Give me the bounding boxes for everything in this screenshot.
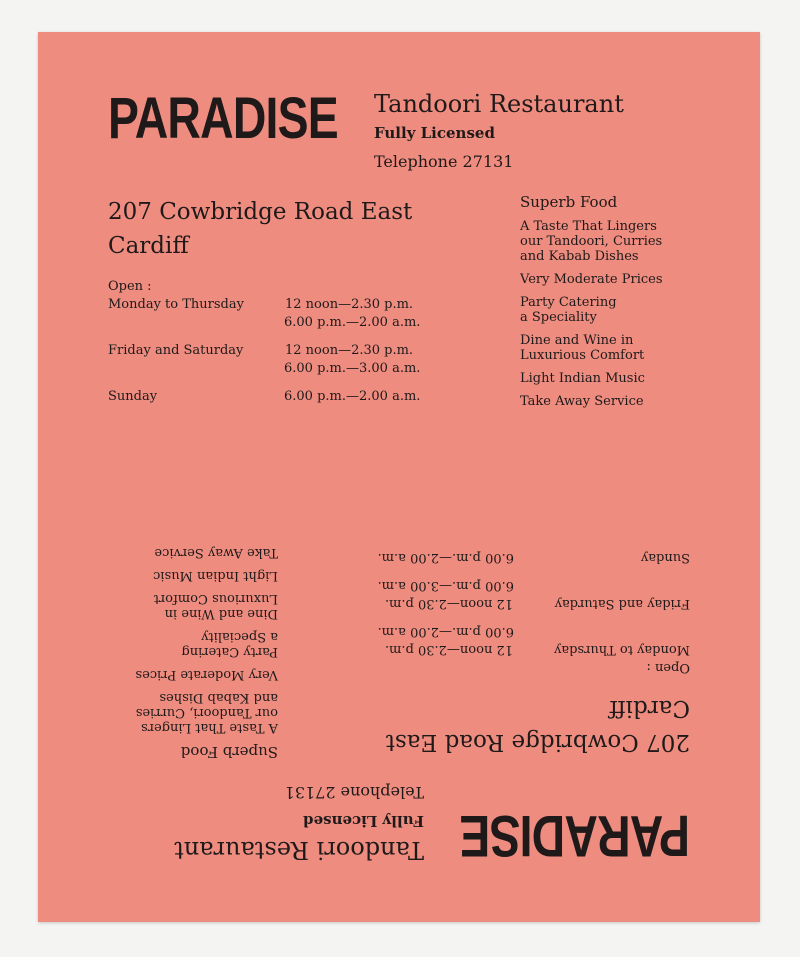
feature-line: and Kabab Dishes [520, 249, 639, 264]
feature-line: Very Moderate Prices [520, 272, 663, 287]
telephone: Telephone 27131 [284, 783, 424, 802]
hours-evening: 6.00 p.m.—2.00 a.m. [284, 315, 421, 330]
features-title: Superb Food [180, 743, 278, 761]
telephone: Telephone 27131 [374, 152, 514, 171]
feature-line: Light Indian Music [520, 371, 645, 386]
feature-line: Very Moderate Prices [135, 667, 278, 682]
feature-line: Luxurious Comfort [520, 348, 645, 363]
feature-item [520, 371, 730, 386]
features-list [68, 537, 278, 761]
feature-line: our Tandoori, Curries [520, 234, 663, 249]
feature-line: a Speciality [201, 629, 278, 644]
address-city: Cardiff [108, 233, 189, 259]
address-city: Cardiff [609, 695, 690, 721]
restaurant-type: Tandoori Restaurant [174, 836, 424, 864]
feature-line: Dine and Wine in [520, 333, 634, 348]
hours-lunch: 12 noon—2.30 p.m. [384, 642, 513, 657]
flyer-card [38, 32, 760, 922]
open-label: Open : [646, 660, 690, 675]
feature-line: Luxurious Comfort [153, 591, 278, 606]
hours-evening: 6.00 p.m.—2.00 a.m. [284, 389, 421, 404]
feature-item [68, 667, 278, 682]
feature-item [68, 690, 278, 735]
feature-item [520, 394, 730, 409]
open-label: Open : [108, 279, 152, 294]
feature-line: A Taste That Lingers [520, 219, 657, 234]
hours-day: Friday and Saturday [554, 596, 690, 611]
feature-line: our Tandoori, Curries [135, 705, 278, 720]
feature-item [520, 295, 730, 325]
feature-line: Light Indian Music [153, 568, 278, 583]
feature-line: Take Away Service [520, 394, 644, 409]
hours-lunch: 12 noon—2.30 p.m. [384, 596, 513, 611]
feature-line: a Speciality [520, 310, 597, 325]
feature-line: Party Catering [520, 295, 617, 310]
hours-day: Monday to Thursday [108, 297, 244, 312]
features-title: Superb Food [520, 193, 618, 211]
flyer-panel-bottom-inverted [38, 477, 760, 922]
restaurant-type: Tandoori Restaurant [374, 90, 624, 118]
feature-item [68, 545, 278, 560]
hours-day: Sunday [108, 389, 158, 404]
feature-line: and Kabab Dishes [159, 690, 278, 705]
flyer-panel-top [38, 32, 760, 477]
hours-evening: 6.00 p.m.—2.00 a.m. [377, 550, 514, 565]
feature-item [68, 629, 278, 659]
feature-item [68, 568, 278, 583]
hours-day: Monday to Thursday [554, 642, 690, 657]
hours-lunch: 12 noon—2.30 p.m. [285, 297, 414, 312]
feature-line: A Taste That Lingers [141, 720, 278, 735]
hours-day: Friday and Saturday [108, 343, 244, 358]
feature-item [520, 272, 730, 287]
hours-evening: 6.00 p.m.—3.00 a.m. [377, 578, 514, 593]
feature-item [520, 219, 730, 264]
brand-name: PARADISE [108, 86, 338, 151]
brand-name: PARADISE [460, 803, 690, 868]
license-note: Fully Licensed [303, 812, 424, 830]
feature-line: Take Away Service [154, 545, 278, 560]
feature-item [68, 591, 278, 621]
hours-day: Sunday [640, 550, 690, 565]
feature-line: Dine and Wine in [164, 606, 278, 621]
hours-lunch: 12 noon—2.30 p.m. [285, 343, 414, 358]
feature-line: Party Catering [181, 644, 278, 659]
feature-item [520, 333, 730, 363]
address-street: 207 Cowbridge Road East [108, 199, 413, 225]
license-note: Fully Licensed [374, 124, 495, 142]
hours-evening: 6.00 p.m.—2.00 a.m. [377, 624, 514, 639]
hours-evening: 6.00 p.m.—3.00 a.m. [284, 361, 421, 376]
address-street: 207 Cowbridge Road East [385, 729, 690, 755]
features-list [520, 193, 730, 417]
